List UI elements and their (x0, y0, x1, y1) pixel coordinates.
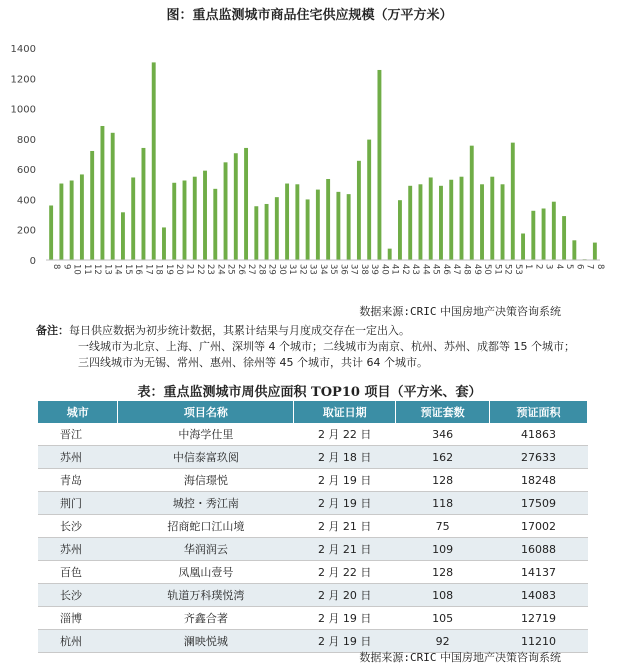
bar (531, 211, 535, 260)
cell-city: 苏州 (38, 446, 118, 469)
bar (336, 192, 340, 260)
bar (490, 177, 494, 260)
bar (70, 181, 74, 261)
x-tick-label: 31 (287, 264, 298, 275)
header-date: 取证日期 (294, 401, 396, 423)
notes-label: 备注： (36, 324, 69, 337)
bar (347, 194, 351, 260)
x-tick-label: 9 (61, 264, 72, 270)
chart-source-text: 中国房地产决策咨询系统 (440, 305, 561, 318)
cell-units: 128 (396, 561, 490, 584)
x-tick-label: 17 (143, 264, 154, 275)
table-source-cric: CRIC (410, 651, 437, 664)
bar (162, 227, 166, 260)
cell-date: 2 月 19 日 (294, 492, 396, 515)
notes (36, 323, 616, 371)
bar (460, 177, 464, 260)
cell-date: 2 月 21 日 (294, 515, 396, 538)
bar (152, 62, 156, 260)
bar (542, 209, 546, 260)
table-source-text: 中国房地产决策咨询系统 (440, 651, 561, 664)
bar (90, 151, 94, 260)
bar (49, 205, 53, 260)
notes-line-1: 每日供应数据为初步统计数据，其累计结果与月度成交存在一定出入。 (69, 324, 410, 337)
table-row (38, 515, 588, 538)
x-tick-label: 22 (194, 264, 205, 275)
cell-city: 杭州 (38, 630, 118, 653)
x-tick-label: 30 (276, 264, 287, 275)
top10-table (38, 401, 588, 653)
bar (377, 70, 381, 260)
y-tick-label: 800 (16, 134, 36, 146)
cell-date: 2 月 22 日 (294, 423, 396, 446)
bar (326, 179, 330, 260)
table-row (38, 446, 588, 469)
cell-area: 12719 (490, 607, 588, 630)
cell-project: 华润润云 (118, 538, 294, 561)
x-tick-label: 10 (71, 264, 82, 275)
x-tick-label: 49 (471, 264, 482, 275)
x-tick-label: 20 (174, 264, 185, 275)
x-tick-label: 44 (420, 264, 431, 275)
x-tick-label: 21 (184, 264, 195, 275)
bar (172, 183, 176, 260)
cell-units: 118 (396, 492, 490, 515)
bar (285, 184, 289, 260)
bar (80, 174, 84, 260)
x-tick-label: 29 (266, 264, 277, 275)
x-tick-label: 43 (410, 264, 421, 275)
cell-units: 109 (396, 538, 490, 561)
x-tick-label: 53 (512, 264, 523, 275)
cell-project: 中海学仕里 (118, 423, 294, 446)
x-tick-label: 16 (133, 264, 144, 275)
bar (480, 184, 484, 260)
bar (511, 143, 515, 260)
x-tick-label: 48 (461, 264, 472, 275)
y-tick-label: 200 (16, 225, 36, 237)
bar (183, 181, 187, 261)
cell-units: 128 (396, 469, 490, 492)
table-source (359, 649, 561, 665)
bar (449, 180, 453, 260)
cell-project: 海信璟悦 (118, 469, 294, 492)
x-tick-label: 12 (92, 264, 103, 275)
x-tick-label: 46 (440, 264, 451, 275)
bar (234, 153, 238, 260)
x-tick-label: 5 (564, 264, 575, 270)
cell-area: 14083 (490, 584, 588, 607)
cell-project: 澜映悦城 (118, 630, 294, 653)
cell-project: 城控・秀江南 (118, 492, 294, 515)
x-tick-label: 3 (543, 264, 554, 270)
x-tick-label: 35 (328, 264, 339, 275)
bar (131, 177, 135, 260)
bar (367, 140, 371, 260)
x-tick-label: 40 (379, 264, 390, 275)
bar (439, 186, 443, 260)
bar (100, 126, 104, 260)
bar (593, 243, 597, 260)
cell-date: 2 月 18 日 (294, 446, 396, 469)
header-city: 城市 (38, 401, 118, 423)
table-row (38, 538, 588, 561)
cell-city: 长沙 (38, 515, 118, 538)
bar (275, 197, 279, 260)
bar (59, 184, 63, 260)
cell-area: 16088 (490, 538, 588, 561)
x-tick-label: 37 (348, 264, 359, 275)
bar (193, 177, 197, 260)
x-tick-label: 27 (246, 264, 257, 275)
x-tick-label: 47 (451, 264, 462, 275)
x-tick-label: 19 (163, 264, 174, 275)
x-tick-label: 4 (553, 264, 564, 270)
notes-line-3: 三四线城市为无锡、常州、惠州、徐州等 45 个城市，共计 64 个城市。 (78, 356, 428, 369)
bar (121, 212, 125, 260)
bar (203, 171, 207, 260)
y-tick-label: 1400 (10, 44, 36, 55)
chart-title: 图：重点监测城市商品住宅供应规模（万平方米） (166, 8, 453, 23)
bar (244, 148, 248, 260)
x-tick-label: 32 (297, 264, 308, 275)
x-tick-label: 45 (430, 264, 441, 275)
x-tick-label: 28 (256, 264, 267, 275)
cell-area: 27633 (490, 446, 588, 469)
x-tick-label: 2 (533, 264, 544, 270)
x-tick-label: 11 (81, 264, 92, 275)
cell-city: 长沙 (38, 584, 118, 607)
bar (316, 190, 320, 260)
y-tick-label: 600 (16, 165, 36, 177)
bar (213, 189, 217, 260)
table-row (38, 561, 588, 584)
x-tick-label: 38 (358, 264, 369, 275)
x-tick-label: 51 (492, 264, 503, 275)
cell-area: 14137 (490, 561, 588, 584)
cell-date: 2 月 19 日 (294, 469, 396, 492)
table-row (38, 469, 588, 492)
cell-date: 2 月 21 日 (294, 538, 396, 561)
cell-units: 92 (396, 630, 490, 653)
x-tick-label: 24 (215, 264, 226, 275)
bar (470, 146, 474, 260)
cell-units: 346 (396, 423, 490, 446)
cell-city: 淄博 (38, 607, 118, 630)
y-tick-label: 1000 (10, 104, 36, 116)
bar (408, 186, 412, 260)
cell-project: 中信泰富玖阅 (118, 446, 294, 469)
x-tick-label: 13 (102, 264, 113, 275)
cell-area: 11210 (490, 630, 588, 653)
table-title: 表：重点监测城市周供应面积 TOP10 项目（平方米、套） (137, 385, 482, 400)
x-tick-label: 23 (205, 264, 216, 275)
x-axis (46, 260, 605, 275)
x-tick-label: 41 (389, 264, 400, 275)
table-row (38, 607, 588, 630)
x-tick-label: 15 (122, 264, 133, 275)
cell-project: 凤凰山壹号 (118, 561, 294, 584)
bar (306, 199, 310, 260)
x-tick-label: 14 (112, 264, 123, 275)
bar (388, 249, 392, 260)
bar (224, 162, 228, 260)
x-tick-label: 36 (338, 264, 349, 275)
cell-area: 41863 (490, 423, 588, 446)
bar (254, 206, 258, 260)
bar (419, 184, 423, 260)
cell-city: 晋江 (38, 423, 118, 446)
chart-source-label: 数据来源 (359, 305, 404, 318)
cell-units: 75 (396, 515, 490, 538)
bar (357, 161, 361, 260)
table-header-row (38, 401, 588, 423)
table-row (38, 584, 588, 607)
chart-source (359, 303, 561, 319)
cell-city: 青岛 (38, 469, 118, 492)
cell-city: 苏州 (38, 538, 118, 561)
bar (398, 200, 402, 260)
x-tick-label: 7 (584, 264, 595, 270)
cell-area: 18248 (490, 469, 588, 492)
y-tick-label: 1200 (10, 74, 36, 86)
bar (501, 184, 505, 260)
x-tick-label: 18 (153, 264, 164, 275)
chart-source-cric: CRIC (410, 305, 437, 318)
chart-source-sep: : (403, 305, 410, 318)
bar (572, 240, 576, 260)
cell-date: 2 月 19 日 (294, 607, 396, 630)
x-tick-label: 34 (317, 264, 328, 275)
bar (111, 133, 115, 260)
cell-project: 齐鑫合著 (118, 607, 294, 630)
x-tick-label: 1 (523, 264, 534, 270)
cell-units: 105 (396, 607, 490, 630)
cell-area: 17509 (490, 492, 588, 515)
x-tick-label: 25 (225, 264, 236, 275)
bar (265, 204, 269, 260)
header-area: 预证面积 (490, 401, 588, 423)
cell-area: 17002 (490, 515, 588, 538)
table-row (38, 423, 588, 446)
x-tick-label: 26 (235, 264, 246, 275)
header-units: 预证套数 (396, 401, 490, 423)
cell-city: 百色 (38, 561, 118, 584)
bar (142, 148, 146, 260)
notes-line-2: 一线城市为北京、上海、广州、深圳等 4 个城市；二线城市为南京、杭州、苏州、成都等 15 个城市； (78, 340, 575, 353)
cell-project: 招商蛇口江山境 (118, 515, 294, 538)
x-tick-label: 33 (307, 264, 318, 275)
supply-bar-chart (0, 24, 619, 294)
x-tick-label: 8 (594, 264, 605, 270)
cell-date: 2 月 20 日 (294, 584, 396, 607)
x-tick-label: 8 (51, 264, 62, 270)
cell-units: 162 (396, 446, 490, 469)
table-row (38, 492, 588, 515)
bar (521, 234, 525, 261)
cell-units: 108 (396, 584, 490, 607)
cell-city: 荆门 (38, 492, 118, 515)
x-tick-label: 42 (399, 264, 410, 275)
cell-date: 2 月 19 日 (294, 630, 396, 653)
x-tick-label: 52 (502, 264, 513, 275)
cell-date: 2 月 22 日 (294, 561, 396, 584)
y-tick-label: 0 (29, 256, 36, 267)
table-source-label: 数据来源 (359, 651, 404, 664)
x-tick-label: 39 (369, 264, 380, 275)
bar (562, 216, 566, 260)
y-tick-label: 400 (16, 195, 36, 207)
bar-series (49, 62, 597, 260)
x-tick-label: 6 (574, 264, 585, 270)
y-axis (11, 44, 36, 267)
header-project: 项目名称 (118, 401, 294, 423)
x-tick-label: 50 (482, 264, 493, 275)
cell-project: 轨道万科璞悦湾 (118, 584, 294, 607)
bar (295, 184, 299, 260)
table-source-sep: : (403, 651, 410, 664)
bar (552, 202, 556, 260)
bar (429, 177, 433, 260)
